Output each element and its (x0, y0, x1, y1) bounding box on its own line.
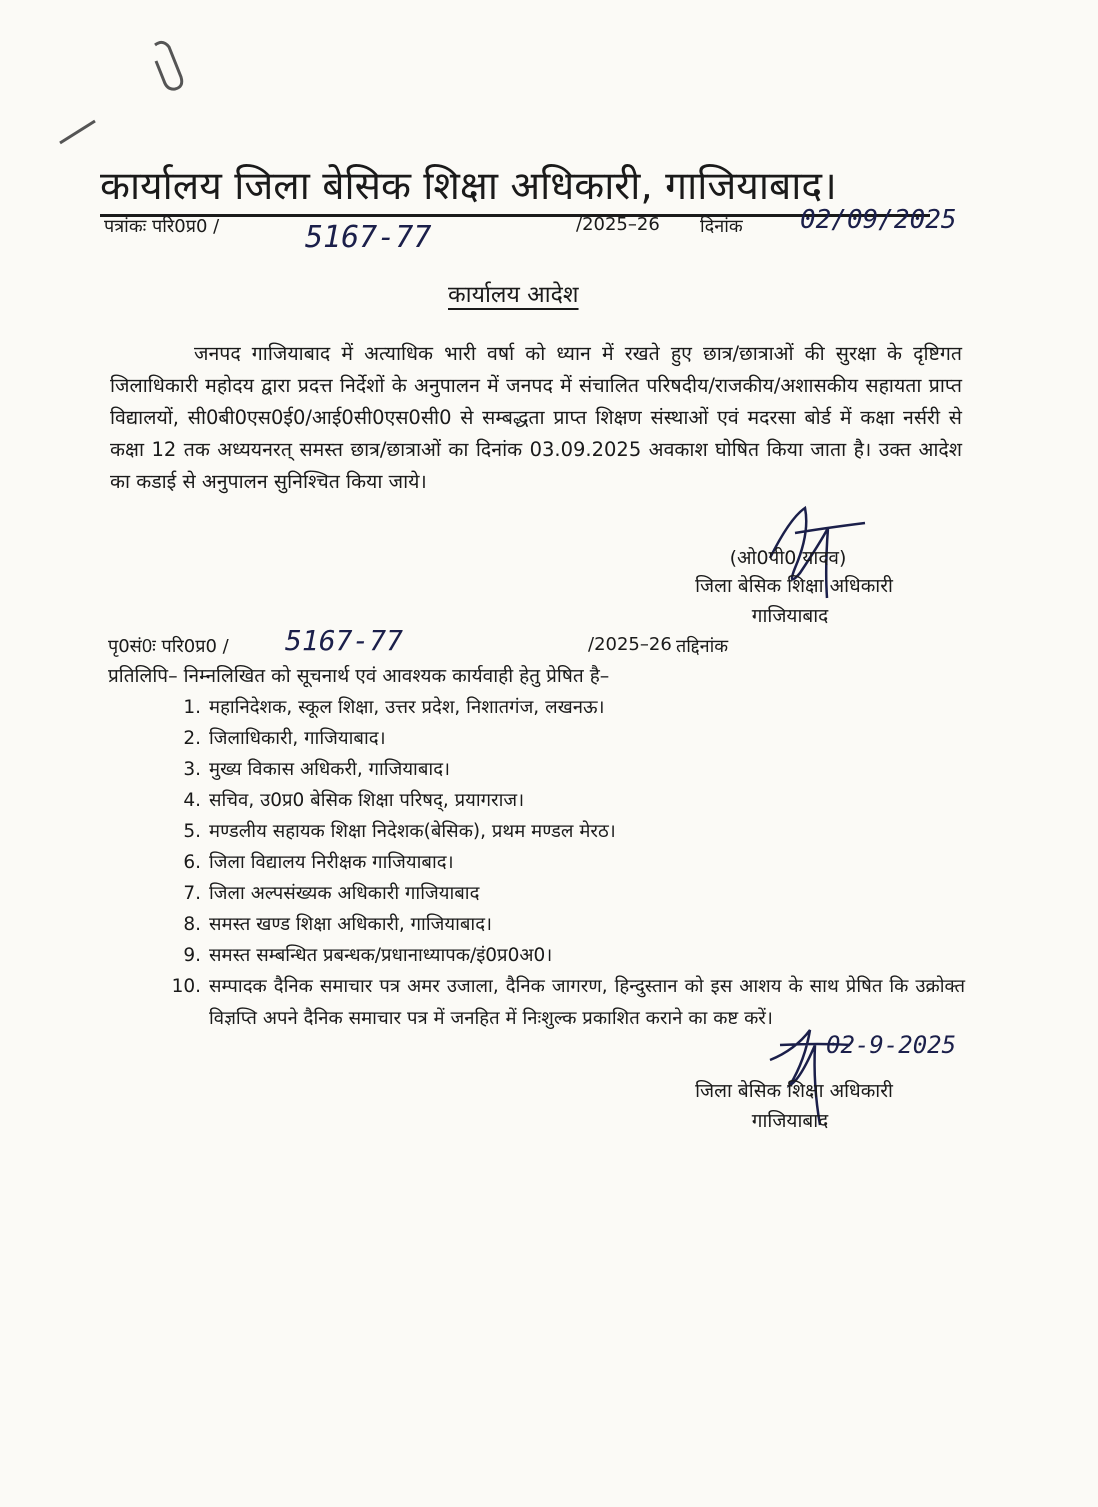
office-header-title: कार्यालय जिला बेसिक शिक्षा अधिकारी, गाजियाबाद। (100, 160, 930, 217)
copy-date-label: तद्दिनांक (676, 636, 729, 657)
list-item: 4. सचिव, उ0प्र0 बेसिक शिक्षा परिषद्, प्रयागराज। (183, 790, 525, 811)
list-item: 9. समस्त सम्बन्धित प्रबन्धक/प्रधानाध्यापक/इं0प्र0अ0। (183, 945, 553, 966)
list-item: 2. जिलाधिकारी, गाजियाबाद। (183, 728, 386, 749)
list-item: 7. जिला अल्पसंख्यक अधिकारी गाजियाबाद (183, 883, 480, 904)
copy-session: /2025–26 (588, 634, 672, 655)
order-title: कार्यालय आदेश (448, 282, 579, 308)
signatory-1-designation: जिला बेसिक शिक्षा अधिकारी (695, 575, 893, 597)
signatory-1-name: (ओ0पी0 यादव) (729, 547, 847, 569)
list-item: 1. महानिदेशक, स्कूल शिक्षा, उत्तर प्रदेश, निशातगंज, लखनऊ। (183, 697, 605, 718)
reference-date-handwritten: 02/09/2025 (800, 205, 957, 235)
reference-number-handwritten: 5167-77 (305, 220, 432, 255)
signatory-1-location: गाजियाबाद (751, 605, 829, 627)
list-item: 8. समस्त खण्ड शिक्षा अधिकारी, गाजियाबाद। (183, 914, 493, 935)
list-item: 6. जिला विद्यालय निरीक्षक गाजियाबाद। (183, 852, 454, 873)
copy-number-handwritten: 5167-77 (285, 624, 404, 657)
copy-intro: प्रतिलिपि– निम्नलिखित को सूचनार्थ एवं आवश्यक कार्यवाही हेतु प्रेषित है– (108, 665, 610, 687)
reference-session: /2025–26 (576, 214, 660, 235)
order-body: जनपद गाजियाबाद में अत्याधिक भारी वर्षा को ध्यान में रखते हुए छात्र/छात्राओं की सुरक्षा के दृष्टिगत जिलाधिकारी महोदय द्वारा प्रदत्त निर्देशों के अनुपालन में जनपद में संचालित परिषदीय/राजकीय/अशासकीय सहायता प्राप्त विद्यालयों, सी0बी0एस0ई0/आई0सी0एस0सी0 से सम्बद्धता प्राप्त शिक्षण संस्थाओं एवं मदरसा बोर्ड में कक्षा नर्सरी से कक्षा 12 तक अध्ययनरत् समस्त छात्र/छात्राओं का दिनांक 03.09.2025 अवकाश घोषित किया जाता है। उक्त आदेश का कडाई से अनुपालन सुनिश्चित किया जाये। (110, 342, 962, 493)
copy-reference-label: पृ0सं0ः परि0प्र0 / (108, 636, 229, 657)
signatory-2-location: गाजियाबाद (751, 1110, 829, 1132)
signatory-2-designation: जिला बेसिक शिक्षा अधिकारी (695, 1080, 893, 1102)
reference-date-label: दिनांक (700, 216, 743, 237)
reference-label: पत्रांकः परि0प्र0 / (104, 216, 220, 237)
list-item: 10. सम्पादक दैनिक समाचार पत्र अमर उजाला, दैनिक जागरण, हिन्दुस्तान को इस आशय के साथ प्रेषित कि उक्रोक्त विज्ञप्ति अपने दैनिक समाचार पत्र में जनहित में निःशुल्क प्रकाशित कराने का कष्ट करें। (171, 976, 965, 1029)
list-item: 3. मुख्य विकास अधिकरी, गाजियाबाद। (183, 759, 451, 780)
list-item: 5. मण्डलीय सहायक शिक्षा निदेशक(बेसिक), प्रथम मण्डल मेरठ। (183, 821, 616, 842)
signatory-2-date-handwritten: 02-9-2025 (826, 1031, 957, 1059)
distribution-list (165, 692, 965, 1035)
paper-clip-icon (50, 35, 210, 155)
